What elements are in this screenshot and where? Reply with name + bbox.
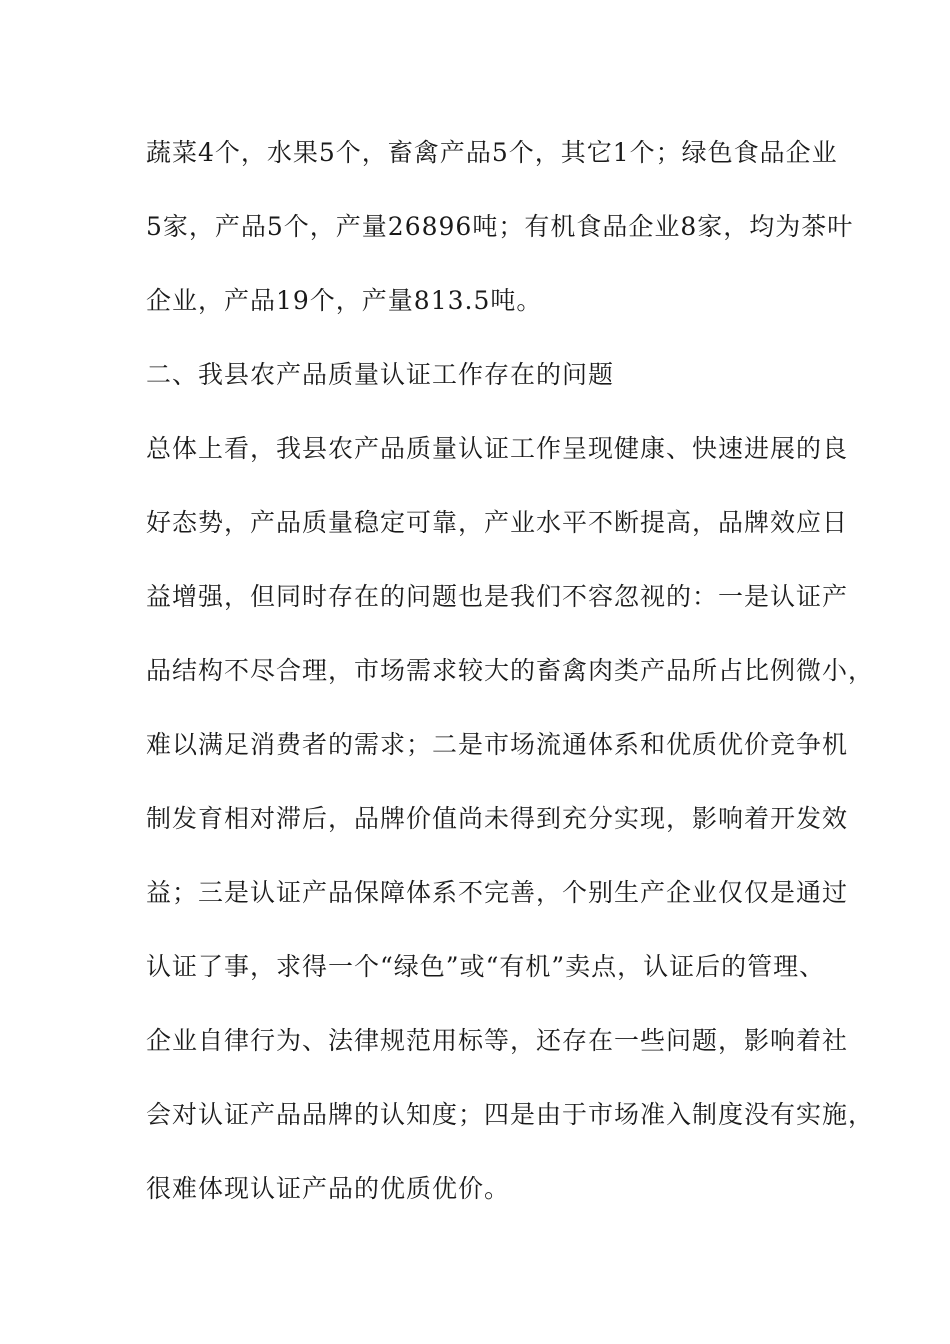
text-line-9: 难以满足消费者的需求；二是市场流通体系和优质优价竞争机	[146, 730, 849, 759]
text-line-1: 蔬菜4个，水果5个，畜禽产品5个，其它1个；绿色食品企业	[146, 138, 838, 167]
text-line-12: 认证了事，求得一个“绿色”或“有机”卖点，认证后的管理、	[146, 952, 826, 981]
text-line-15: 很难体现认证产品的优质优价。	[146, 1174, 511, 1203]
text-line-3: 企业，产品19个，产量813.5吨。	[146, 286, 543, 315]
text-line-8: 品结构不尽合理，市场需求较大的畜禽肉类产品所占比例微小，	[146, 656, 875, 685]
text-line-2: 5家，产品5个，产量26896吨；有机食品企业8家，均为茶叶	[146, 212, 854, 241]
text-line-11: 益；三是认证产品保障体系不完善，个别生产企业仅仅是通过	[146, 878, 849, 907]
text-line-10: 制发育相对滞后，品牌价值尚未得到充分实现，影响着开发效	[146, 804, 849, 833]
text-line-14: 会对认证产品品牌的认知度；四是由于市场准入制度没有实施，	[146, 1100, 875, 1129]
text-line-13: 企业自律行为、法律规范用标等，还存在一些问题，影响着社	[146, 1026, 849, 1055]
text-line-7: 益增强，但同时存在的问题也是我们不容忽视的：一是认证产	[146, 582, 849, 611]
text-line-6: 好态势，产品质量稳定可靠，产业水平不断提高，品牌效应日	[146, 508, 849, 537]
section-heading: 二、我县农产品质量认证工作存在的问题	[146, 360, 615, 389]
text-line-5: 总体上看，我县农产品质量认证工作呈现健康、快速进展的良	[146, 434, 849, 463]
